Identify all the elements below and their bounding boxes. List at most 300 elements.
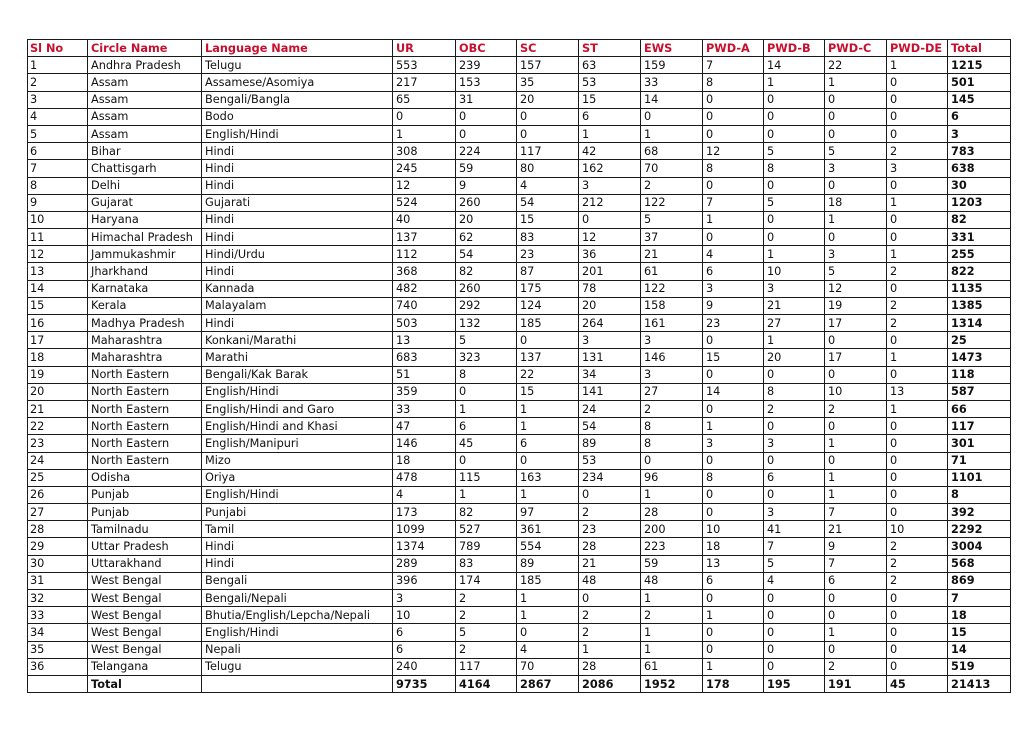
cell-pwd-a: 8 [703,469,764,486]
column-header-language-name: Language Name [202,40,393,57]
cell-pwd-c: 0 [825,177,887,194]
cell-language-name: Tamil [202,521,393,538]
column-header-total: Total [948,40,1011,57]
cell-ews: 122 [641,280,703,297]
cell-st: 63 [579,57,641,74]
cell-pwd-de: 1 [887,400,948,417]
cell-obc: 292 [456,297,517,314]
cell-total: 14 [948,641,1011,658]
cell-ews: 70 [641,160,703,177]
cell-sl-no: 4 [28,108,88,125]
cell-sl-no: 6 [28,143,88,160]
cell-pwd-c: 5 [825,143,887,160]
cell-total: 587 [948,383,1011,400]
cell-pwd-de: 0 [887,590,948,607]
cell-sl-no: 2 [28,74,88,91]
cell-language-name: English/Hindi and Garo [202,400,393,417]
cell-pwd-c: 0 [825,125,887,142]
cell-ews: 28 [641,504,703,521]
table-row [28,349,1011,366]
cell-sl-no: 10 [28,211,88,228]
cell-st: 212 [579,194,641,211]
table-row [28,658,1011,675]
cell-sl-no: 27 [28,504,88,521]
cell-st: 2 [579,607,641,624]
cell-total: 501 [948,74,1011,91]
cell-sc: 83 [517,229,579,246]
cell-st: 42 [579,143,641,160]
cell-pwd-b: 3 [764,435,825,452]
total-cell-pwd-c: 191 [825,675,887,692]
cell-ur: 12 [393,177,456,194]
cell-sc: 23 [517,246,579,263]
cell-pwd-a: 3 [703,280,764,297]
cell-pwd-c: 1 [825,486,887,503]
cell-sl-no: 13 [28,263,88,280]
cell-obc: 117 [456,658,517,675]
total-cell-ur: 9735 [393,675,456,692]
cell-st: 201 [579,263,641,280]
cell-pwd-a: 3 [703,435,764,452]
cell-language-name: Oriya [202,469,393,486]
cell-total: 8 [948,486,1011,503]
table-row [28,607,1011,624]
cell-sc: 54 [517,194,579,211]
table-row [28,91,1011,108]
cell-obc: 224 [456,143,517,160]
cell-language-name: Hindi [202,538,393,555]
table-row [28,125,1011,142]
cell-pwd-b: 0 [764,658,825,675]
cell-total: 2292 [948,521,1011,538]
cell-pwd-de: 2 [887,538,948,555]
cell-pwd-de: 0 [887,229,948,246]
cell-sl-no: 9 [28,194,88,211]
cell-obc: 0 [456,452,517,469]
table-row [28,108,1011,125]
cell-ews: 0 [641,108,703,125]
cell-sl-no: 17 [28,332,88,349]
cell-pwd-de: 0 [887,366,948,383]
cell-pwd-c: 1 [825,624,887,641]
cell-sl-no: 1 [28,57,88,74]
cell-sc: 35 [517,74,579,91]
cell-circle-name: North Eastern [88,400,202,417]
table-row [28,538,1011,555]
cell-pwd-b: 0 [764,211,825,228]
cell-language-name: English/Hindi and Khasi [202,418,393,435]
cell-total: 301 [948,435,1011,452]
cell-total: 1203 [948,194,1011,211]
cell-pwd-a: 7 [703,57,764,74]
cell-circle-name: Assam [88,125,202,142]
cell-pwd-b: 5 [764,194,825,211]
cell-pwd-a: 0 [703,486,764,503]
cell-pwd-c: 0 [825,91,887,108]
cell-circle-name: Himachal Pradesh [88,229,202,246]
cell-circle-name: Bihar [88,143,202,160]
cell-obc: 0 [456,383,517,400]
cell-st: 15 [579,91,641,108]
cell-sc: 1 [517,400,579,417]
cell-pwd-de: 0 [887,177,948,194]
cell-pwd-a: 6 [703,572,764,589]
cell-ur: 146 [393,435,456,452]
cell-ur: 65 [393,91,456,108]
cell-st: 141 [579,383,641,400]
cell-st: 0 [579,211,641,228]
column-header-sc: SC [517,40,579,57]
total-cell-st: 2086 [579,675,641,692]
cell-ews: 1 [641,641,703,658]
cell-circle-name: Karnataka [88,280,202,297]
cell-pwd-b: 0 [764,607,825,624]
cell-ews: 68 [641,143,703,160]
cell-total: 1101 [948,469,1011,486]
cell-total: 822 [948,263,1011,280]
cell-sc: 4 [517,177,579,194]
cell-circle-name: North Eastern [88,452,202,469]
cell-ur: 1 [393,125,456,142]
cell-total: 6 [948,108,1011,125]
cell-ur: 173 [393,504,456,521]
cell-sc: 80 [517,160,579,177]
cell-pwd-b: 0 [764,177,825,194]
column-header-obc: OBC [456,40,517,57]
table-row [28,521,1011,538]
cell-total: 1215 [948,57,1011,74]
cell-ews: 96 [641,469,703,486]
cell-pwd-c: 1 [825,74,887,91]
cell-sc: 4 [517,641,579,658]
cell-pwd-c: 17 [825,349,887,366]
cell-ews: 61 [641,263,703,280]
column-header-ur: UR [393,40,456,57]
cell-sl-no: 18 [28,349,88,366]
cell-ur: 6 [393,624,456,641]
table-row [28,641,1011,658]
table-row [28,74,1011,91]
table-header [28,40,1011,57]
cell-pwd-a: 18 [703,538,764,555]
cell-pwd-a: 0 [703,125,764,142]
column-header-pwd-c: PWD-C [825,40,887,57]
cell-ur: 1099 [393,521,456,538]
cell-ews: 14 [641,91,703,108]
cell-language-name: Bengali [202,572,393,589]
cell-pwd-c: 10 [825,383,887,400]
cell-sl-no: 14 [28,280,88,297]
cell-sc: 0 [517,108,579,125]
cell-st: 1 [579,641,641,658]
cell-st: 20 [579,297,641,314]
cell-ews: 161 [641,315,703,332]
cell-obc: 0 [456,108,517,125]
cell-pwd-c: 0 [825,332,887,349]
cell-st: 131 [579,349,641,366]
cell-pwd-de: 0 [887,658,948,675]
cell-pwd-c: 12 [825,280,887,297]
cell-language-name: English/Hindi [202,125,393,142]
cell-ur: 359 [393,383,456,400]
cell-st: 89 [579,435,641,452]
cell-language-name: Gujarati [202,194,393,211]
cell-ews: 59 [641,555,703,572]
cell-sc: 175 [517,280,579,297]
cell-circle-name: Assam [88,74,202,91]
cell-pwd-de: 2 [887,315,948,332]
cell-pwd-b: 21 [764,297,825,314]
cell-pwd-a: 14 [703,383,764,400]
cell-st: 48 [579,572,641,589]
cell-st: 2 [579,504,641,521]
cell-pwd-a: 4 [703,246,764,263]
cell-ur: 137 [393,229,456,246]
cell-ews: 2 [641,400,703,417]
cell-obc: 2 [456,590,517,607]
cell-st: 21 [579,555,641,572]
cell-ews: 33 [641,74,703,91]
cell-ews: 21 [641,246,703,263]
total-cell-sc: 2867 [517,675,579,692]
table-row [28,383,1011,400]
cell-sc: 15 [517,383,579,400]
cell-ews: 122 [641,194,703,211]
cell-circle-name: North Eastern [88,418,202,435]
cell-sc: 22 [517,366,579,383]
total-cell-total: 21413 [948,675,1011,692]
cell-st: 12 [579,229,641,246]
cell-pwd-c: 0 [825,452,887,469]
cell-pwd-c: 1 [825,211,887,228]
cell-circle-name: Uttar Pradesh [88,538,202,555]
cell-total: 1473 [948,349,1011,366]
cell-obc: 82 [456,263,517,280]
table-row [28,194,1011,211]
cell-ews: 48 [641,572,703,589]
cell-language-name: Nepali [202,641,393,658]
cell-obc: 83 [456,555,517,572]
cell-pwd-b: 10 [764,263,825,280]
cell-circle-name: West Bengal [88,607,202,624]
cell-pwd-c: 9 [825,538,887,555]
cell-sc: 124 [517,297,579,314]
cell-language-name: Hindi [202,160,393,177]
cell-sl-no: 15 [28,297,88,314]
cell-sc: 87 [517,263,579,280]
cell-language-name: Bodo [202,108,393,125]
table-row [28,469,1011,486]
cell-circle-name: Assam [88,91,202,108]
cell-language-name: Kannada [202,280,393,297]
cell-st: 0 [579,486,641,503]
cell-pwd-b: 0 [764,229,825,246]
cell-obc: 323 [456,349,517,366]
cell-circle-name: Maharashtra [88,349,202,366]
cell-obc: 174 [456,572,517,589]
cell-language-name: Assamese/Asomiya [202,74,393,91]
cell-pwd-b: 1 [764,246,825,263]
cell-pwd-de: 0 [887,607,948,624]
cell-sl-no: 29 [28,538,88,555]
cell-pwd-de: 1 [887,349,948,366]
cell-pwd-c: 0 [825,418,887,435]
total-cell-pwd-b: 195 [764,675,825,692]
cell-obc: 789 [456,538,517,555]
cell-circle-name: West Bengal [88,572,202,589]
cell-pwd-de: 1 [887,194,948,211]
cell-pwd-de: 13 [887,383,948,400]
cell-pwd-b: 1 [764,332,825,349]
table-row [28,280,1011,297]
cell-ur: 40 [393,211,456,228]
total-cell-ews: 1952 [641,675,703,692]
cell-circle-name: Punjab [88,504,202,521]
cell-obc: 31 [456,91,517,108]
cell-circle-name: Delhi [88,177,202,194]
cell-ur: 308 [393,143,456,160]
cell-ur: 3 [393,590,456,607]
cell-obc: 82 [456,504,517,521]
cell-circle-name: Chattisgarh [88,160,202,177]
cell-st: 162 [579,160,641,177]
cell-pwd-a: 13 [703,555,764,572]
cell-ur: 1374 [393,538,456,555]
cell-ur: 51 [393,366,456,383]
cell-st: 28 [579,538,641,555]
cell-pwd-a: 0 [703,332,764,349]
column-header-sl-no: Sl No [28,40,88,57]
cell-language-name: Hindi [202,177,393,194]
vacancy-table-container [27,39,1011,693]
cell-sl-no: 16 [28,315,88,332]
cell-circle-name: West Bengal [88,590,202,607]
cell-pwd-b: 5 [764,143,825,160]
cell-pwd-b: 7 [764,538,825,555]
cell-obc: 2 [456,607,517,624]
table-row [28,400,1011,417]
cell-pwd-de: 0 [887,504,948,521]
cell-ews: 200 [641,521,703,538]
cell-pwd-b: 3 [764,280,825,297]
cell-sc: 1 [517,418,579,435]
cell-pwd-a: 10 [703,521,764,538]
cell-pwd-de: 0 [887,91,948,108]
cell-obc: 5 [456,624,517,641]
table-row [28,504,1011,521]
cell-language-name: Hindi [202,315,393,332]
cell-sl-no: 31 [28,572,88,589]
cell-obc: 132 [456,315,517,332]
cell-pwd-b: 20 [764,349,825,366]
table-row [28,435,1011,452]
header-row [28,40,1011,57]
cell-st: 3 [579,177,641,194]
cell-pwd-de: 10 [887,521,948,538]
total-row [28,675,1011,692]
cell-sc: 1 [517,590,579,607]
cell-pwd-b: 0 [764,641,825,658]
cell-ews: 2 [641,177,703,194]
cell-obc: 260 [456,280,517,297]
column-header-pwd-b: PWD-B [764,40,825,57]
cell-pwd-b: 0 [764,486,825,503]
cell-sc: 185 [517,572,579,589]
cell-ews: 1 [641,590,703,607]
total-cell-obc: 4164 [456,675,517,692]
cell-pwd-c: 5 [825,263,887,280]
column-header-ews: EWS [641,40,703,57]
table-row [28,590,1011,607]
cell-circle-name: Jammukashmir [88,246,202,263]
cell-circle-name: Gujarat [88,194,202,211]
cell-pwd-c: 3 [825,246,887,263]
cell-pwd-b: 0 [764,418,825,435]
table-row [28,229,1011,246]
cell-pwd-de: 0 [887,469,948,486]
cell-pwd-de: 0 [887,332,948,349]
vacancy-table [27,39,1011,693]
cell-sl-no: 3 [28,91,88,108]
cell-ews: 223 [641,538,703,555]
cell-circle-name: West Bengal [88,641,202,658]
table-row [28,177,1011,194]
cell-pwd-b: 0 [764,108,825,125]
cell-pwd-c: 7 [825,504,887,521]
cell-ur: 396 [393,572,456,589]
cell-total: 82 [948,211,1011,228]
cell-pwd-a: 7 [703,194,764,211]
cell-sl-no: 30 [28,555,88,572]
cell-pwd-c: 22 [825,57,887,74]
cell-sc: 0 [517,332,579,349]
cell-circle-name: North Eastern [88,383,202,400]
cell-pwd-b: 8 [764,383,825,400]
cell-sc: 157 [517,57,579,74]
cell-ur: 47 [393,418,456,435]
cell-ur: 553 [393,57,456,74]
cell-ur: 13 [393,332,456,349]
cell-pwd-b: 0 [764,91,825,108]
cell-language-name: Hindi [202,211,393,228]
table-row [28,297,1011,314]
cell-ur: 112 [393,246,456,263]
cell-obc: 45 [456,435,517,452]
cell-sl-no: 20 [28,383,88,400]
cell-total: 145 [948,91,1011,108]
cell-pwd-c: 0 [825,229,887,246]
cell-ews: 2 [641,607,703,624]
cell-pwd-c: 6 [825,572,887,589]
cell-pwd-b: 2 [764,400,825,417]
cell-total: 15 [948,624,1011,641]
cell-pwd-a: 1 [703,658,764,675]
cell-pwd-a: 15 [703,349,764,366]
table-row [28,418,1011,435]
cell-st: 234 [579,469,641,486]
cell-st: 36 [579,246,641,263]
cell-sc: 0 [517,624,579,641]
total-cell-pwd-de: 45 [887,675,948,692]
cell-pwd-de: 2 [887,143,948,160]
cell-language-name: Bengali/Kak Barak [202,366,393,383]
cell-st: 78 [579,280,641,297]
cell-ur: 217 [393,74,456,91]
cell-sl-no: 11 [28,229,88,246]
cell-pwd-b: 5 [764,555,825,572]
cell-language-name: Telugu [202,658,393,675]
cell-total: 71 [948,452,1011,469]
